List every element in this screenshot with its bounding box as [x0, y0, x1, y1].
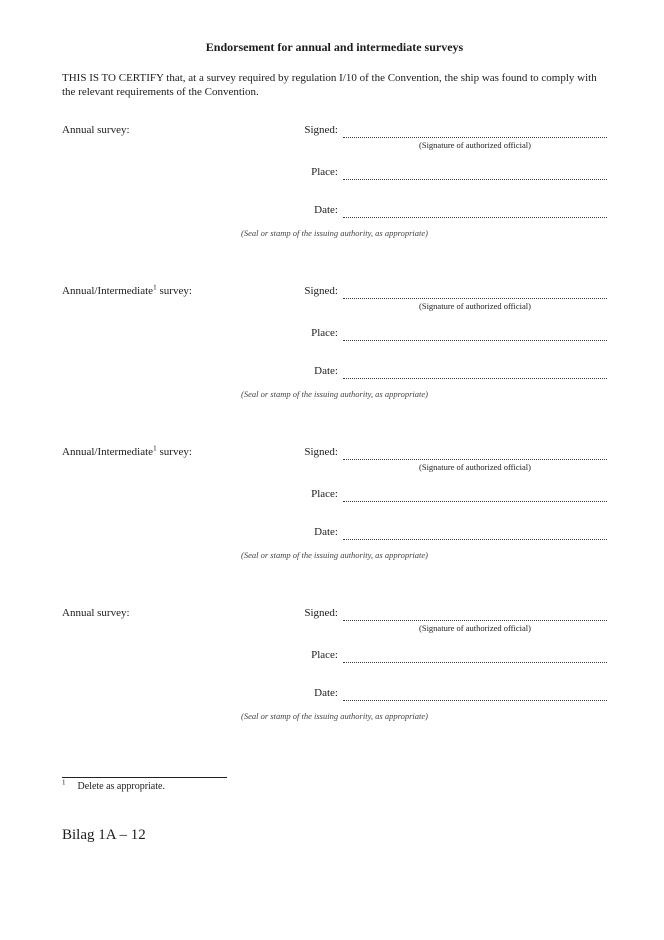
survey-type-text: Annual/Intermediate [62, 285, 154, 297]
survey-block-annual-intermediate-1 [62, 284, 607, 400]
date-row [62, 203, 607, 218]
place-fill-line [343, 488, 607, 502]
footnote-section [62, 777, 607, 793]
place-label: Place: [311, 649, 338, 661]
signature-caption: (Signature of authorized official) [419, 140, 531, 150]
place-label: Place: [311, 488, 338, 500]
signed-signature-line [343, 124, 607, 138]
survey-block-annual-intermediate-2 [62, 445, 607, 561]
seal-caption: (Seal or stamp of the issuing authority, as appropriate) [241, 228, 428, 238]
signed-signature-line [343, 607, 607, 621]
date-row [62, 525, 607, 540]
date-fill-line [343, 204, 607, 218]
signed-label: Signed: [304, 285, 338, 297]
date-fill-line [343, 526, 607, 540]
signed-label: Signed: [304, 607, 338, 619]
survey-type-label [62, 123, 130, 138]
place-row [62, 487, 607, 502]
footnote-body: Delete as appropriate. [77, 781, 165, 792]
signed-label: Signed: [304, 446, 338, 458]
signed-signature-line [343, 285, 607, 299]
seal-caption: (Seal or stamp of the issuing authority, as appropriate) [241, 389, 428, 399]
footnote-divider [62, 777, 227, 778]
place-fill-line [343, 327, 607, 341]
survey-type-label [62, 284, 192, 299]
survey-type-text: Annual survey: [62, 607, 130, 619]
footnote-ref: 1 [153, 443, 157, 453]
date-row [62, 364, 607, 379]
date-label: Date: [314, 687, 338, 699]
footnote-marker: 1 [62, 778, 66, 787]
page-title: Endorsement for annual and intermediate surveys [205, 40, 464, 54]
date-label: Date: [314, 365, 338, 377]
date-fill-line [343, 687, 607, 701]
signature-caption: (Signature of authorized official) [419, 462, 531, 472]
seal-caption: (Seal or stamp of the issuing authority, as appropriate) [241, 711, 428, 721]
footnote-ref: 1 [153, 282, 157, 292]
place-fill-line [343, 649, 607, 663]
footnote-text [62, 778, 607, 793]
survey-type-text-post: survey: [156, 285, 192, 297]
survey-type-text-post: survey: [156, 446, 192, 458]
survey-type-label [62, 606, 130, 621]
survey-type-text: Annual survey: [62, 124, 130, 136]
place-fill-line [343, 166, 607, 180]
date-fill-line [343, 365, 607, 379]
seal-caption: (Seal or stamp of the issuing authority, as appropriate) [241, 550, 428, 560]
signed-label: Signed: [304, 124, 338, 136]
signature-caption: (Signature of authorized official) [419, 623, 531, 633]
signed-row [62, 123, 607, 138]
date-row [62, 686, 607, 701]
certify-paragraph: THIS IS TO CERTIFY that, at a survey required by regulation I/10 of the Convention, the ship was found to comply with the relevant requirements of the Convention. [62, 72, 597, 98]
signature-caption: (Signature of authorized official) [419, 301, 531, 311]
survey-type-label [62, 445, 192, 460]
survey-block-annual-1 [62, 123, 607, 239]
place-row [62, 326, 607, 341]
place-label: Place: [311, 327, 338, 339]
place-row [62, 165, 607, 180]
page-footer: Bilag 1A – 12 [62, 827, 146, 843]
survey-type-text: Annual/Intermediate [62, 446, 154, 458]
signed-signature-line [343, 446, 607, 460]
place-label: Place: [311, 166, 338, 178]
date-label: Date: [314, 526, 338, 538]
place-row [62, 648, 607, 663]
survey-block-annual-2 [62, 606, 607, 722]
signed-row [62, 606, 607, 621]
date-label: Date: [314, 204, 338, 216]
